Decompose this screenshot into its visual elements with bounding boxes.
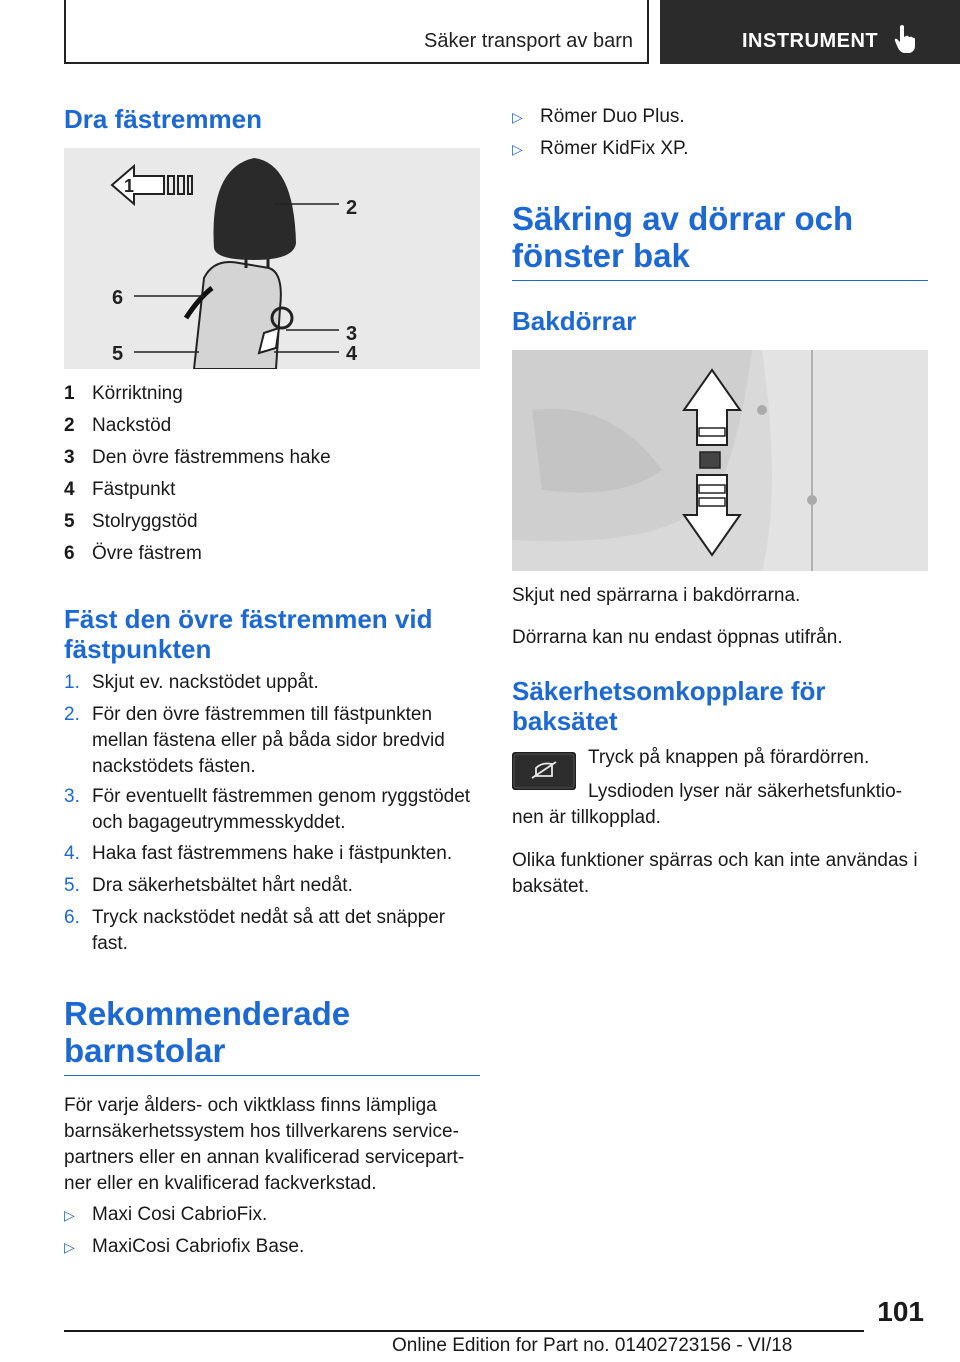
paragraph-recommendation: För varje ålders- och viktklass finns lämpliga barnsäkerhetssystem hos tillverkarens service- partners eller en annan kvalificerad servicepart- ner eller en kvalificerad fackverkstad. — [64, 1095, 465, 1194]
paragraph-led-line1: Lysdioden lyser när säkerhetsfunktio- — [588, 781, 903, 802]
figure-headrest-tether — [64, 148, 480, 369]
legend-item: 1 Körriktning — [64, 383, 183, 404]
callout-4: 4 — [346, 343, 358, 365]
legend-item: 3 Den övre fästremmens hake — [64, 447, 331, 468]
legend-item: 6 Övre fästrem — [64, 543, 202, 564]
heading-attach-tether: Fäst den övre fästremmen vid fästpunkten — [64, 604, 433, 664]
header-chapter-title: INSTRUMENT — [742, 30, 879, 52]
list-item: ▷ Römer Duo Plus. — [512, 104, 685, 130]
triangle-bullet-icon: ▷ — [512, 109, 523, 125]
header-section-title: Säker transport av barn — [424, 30, 633, 52]
headrest-illustration — [64, 148, 480, 369]
triangle-bullet-icon: ▷ — [64, 1207, 75, 1223]
list-item: 3. För eventuellt fästremmen genom ryggstödet och bagageutrymmesskyddet. — [64, 786, 471, 833]
footer-edition: Online Edition for Part no. 01402723156 - VI/18 — [392, 1335, 793, 1356]
list-item: ▷ Römer KidFix XP. — [512, 136, 689, 162]
figure-rear-door-lock — [512, 350, 928, 571]
heading-rear-doors: Bakdörrar — [512, 306, 637, 336]
paragraph-open-outside: Dörrarna kan nu endast öppnas utifrån. — [512, 627, 843, 648]
legend-item: 5 Stolryggstöd — [64, 511, 198, 532]
list-item: 2. För den övre fästremmen till fästpunkten mellan fästena eller på båda sidor bredvid nackstödets fästen. — [64, 704, 445, 777]
paragraph-push-locks: Skjut ned spärrarna i bakdörrarna. — [512, 585, 801, 606]
list-item: 5. Dra säkerhetsbältet hårt nedåt. — [64, 875, 353, 896]
heading-pull-tether: Dra fästremmen — [64, 104, 262, 134]
paragraph-led-line2: nen är tillkopplad. — [512, 807, 661, 828]
callout-2: 2 — [346, 197, 358, 219]
door-illustration — [512, 350, 928, 571]
heading-recommended-seats: Rekommenderade barnstolar — [64, 995, 480, 1076]
heading-door-window-lock: Säkring av dörrar och fönster bak — [512, 200, 928, 281]
page-number: 101 — [877, 1296, 924, 1327]
triangle-bullet-icon: ▷ — [64, 1239, 75, 1255]
callout-6: 6 — [112, 287, 124, 309]
child-lock-button-image — [512, 752, 576, 790]
legend-item: 2 Nackstöd — [64, 415, 172, 436]
hand-pointer-icon — [894, 24, 916, 54]
list-item: ▷ Maxi Cosi CabrioFix. — [64, 1202, 267, 1228]
callout-3: 3 — [346, 323, 358, 345]
footer-divider — [64, 1330, 864, 1332]
list-item: 1. Skjut ev. nackstödet uppåt. — [64, 672, 319, 693]
paragraph-functions-blocked: Olika funktioner spärras och kan inte användas i baksätet. — [512, 850, 918, 897]
legend-item: 4 Fästpunkt — [64, 479, 176, 500]
triangle-bullet-icon: ▷ — [512, 141, 523, 157]
window-lock-icon — [512, 752, 576, 790]
heading-rear-seat-switch: Säkerhetsomkopplare för baksätet — [512, 676, 826, 736]
list-item: 6. Tryck nackstödet nedåt så att det snäpper fast. — [64, 907, 446, 954]
callout-1: 1 — [124, 176, 135, 196]
callout-5: 5 — [112, 343, 124, 365]
list-item: ▷ MaxiCosi Cabriofix Base. — [64, 1234, 304, 1260]
paragraph-press-button: Tryck på knappen på förardörren. — [588, 747, 870, 768]
list-item: 4. Haka fast fästremmens hake i fästpunkten. — [64, 843, 453, 864]
header-chapter-box — [660, 0, 960, 64]
header-section-box — [64, 0, 649, 64]
